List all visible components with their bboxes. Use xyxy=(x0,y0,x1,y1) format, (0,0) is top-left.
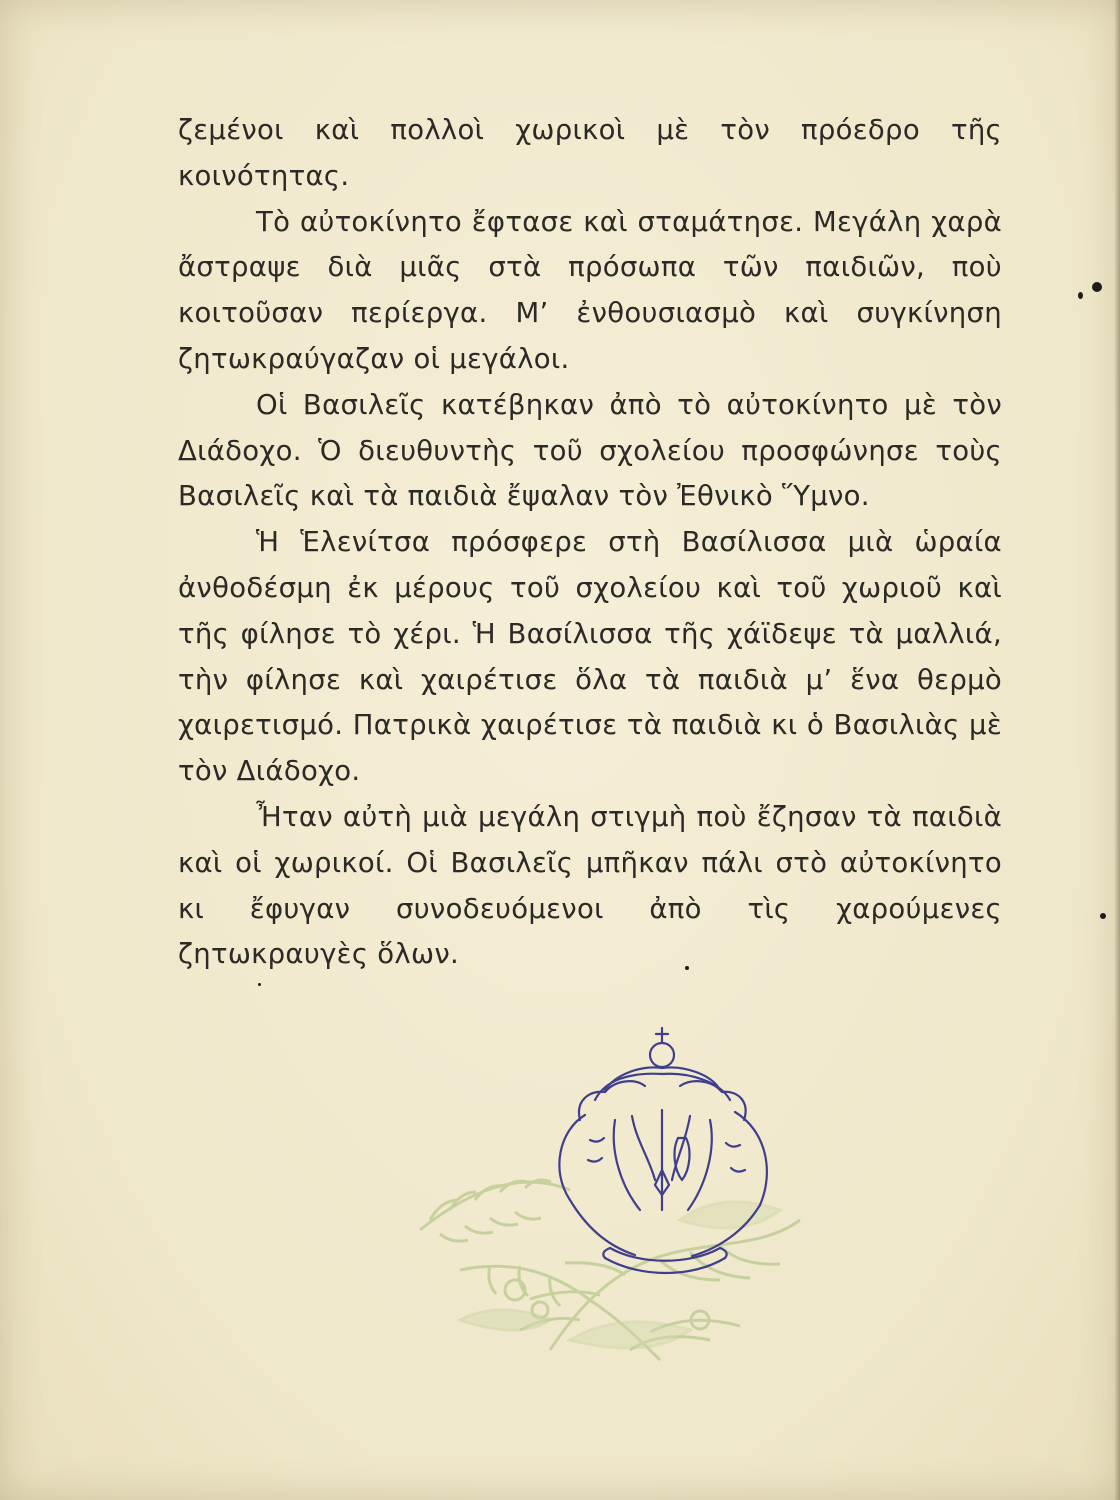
crown-sketch xyxy=(559,1028,767,1273)
paper-speck xyxy=(1092,282,1102,292)
paragraph-3: Οἱ Βασιλεῖς κατέβηκαν ἀπὸ τὸ αὐτοκίνητο μὲ τὸν Διάδοχο. Ὁ διευθυντὴς τοῦ σχολείου προσφώνησε τοὺς Βασιλεῖς καὶ τὰ παιδιὰ ἔψαλαν τὸν Ἐθνικὸ Ὕμνο. xyxy=(178,388,1002,513)
paper-speck xyxy=(685,966,689,970)
body-text xyxy=(178,108,1002,978)
foliage-illustration xyxy=(420,1180,800,1360)
paragraph-1: ζεμένοι καὶ πολλοὶ χωρικοὶ μὲ τὸν πρόεδρο τῆς κοινότητας. xyxy=(178,114,1002,192)
crown-icon xyxy=(400,1020,820,1370)
paragraph-4: Ἡ Ἑλενίτσα πρόσφερε στὴ Βασίλισσα μιὰ ὡραία ἀνθοδέσμη ἐκ μέρους τοῦ σχολείου καὶ τοῦ χωριοῦ καὶ τῆς φίλησε τὸ χέρι. Ἡ Βασίλισσα τῆς χάϊδεψε τὰ μαλλιά, τὴν φίλησε καὶ χαιρέτισε ὅλα τὰ παιδιὰ μ’ ἕνα θερμὸ χαιρετισμό. Πατρικὰ χαιρέτισε τὰ παιδιὰ κι ὁ Βασιλιὰς μὲ τὸν Διάδοχο. xyxy=(178,526,1002,788)
paragraph-2: Τὸ αὐτοκίνητο ἔφτασε καὶ σταμάτησε. Μεγάλη χαρὰ ἄστραψε διὰ μιᾶς στὰ πρόσωπα τῶν παιδιῶν, ποὺ κοιτοῦσαν περίεργα. Μ’ ἐνθουσιασμὸ καὶ συγκίνηση ζητωκραύγαζαν οἱ μεγάλοι. xyxy=(178,205,1002,375)
paper-speck xyxy=(1100,913,1106,919)
paper-speck xyxy=(258,983,261,986)
page-edge-shadow xyxy=(1114,0,1120,1500)
paper-speck xyxy=(1078,292,1083,299)
paragraph-5: Ἦταν αὐτὴ μιὰ μεγάλη στιγμὴ ποὺ ἔζησαν τὰ παιδιὰ καὶ οἱ χωρικοί. Οἱ Βασιλεῖς μπῆκαν πάλι στὸ αὐτοκίνητο κι ἔφυγαν συνοδευόμενοι ἀπὸ τὶς χαρούμενες ζητωκραυγὲς ὅλων. xyxy=(178,800,1002,971)
